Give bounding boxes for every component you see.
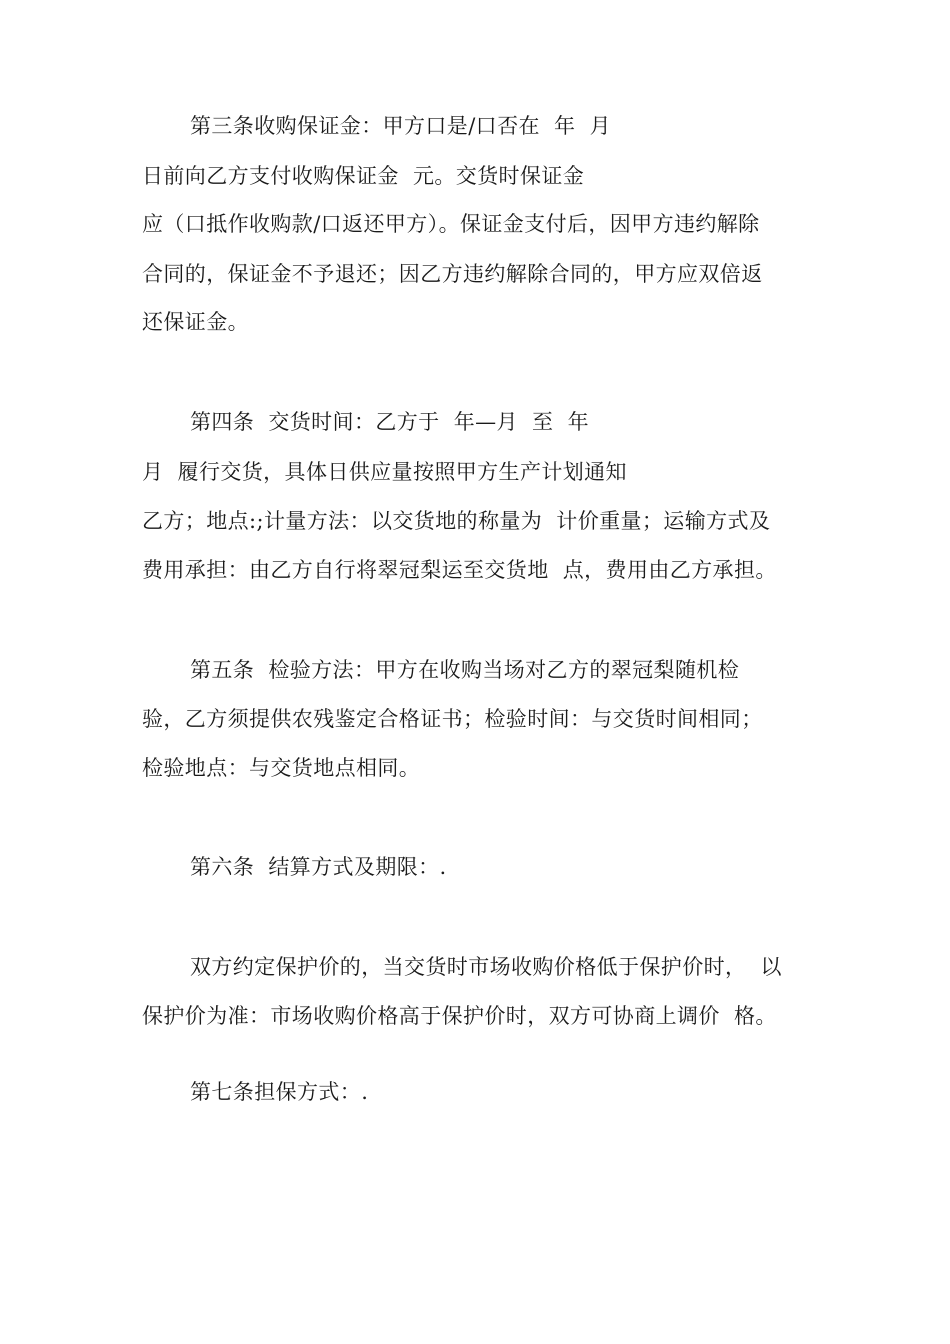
protection-line-1: 双方约定保护价的，当交货时市场收购价格低于保护价时， 以 [190, 955, 782, 979]
article4-line-4: 费用承担：由乙方自行将翠冠梨运至交货地 点，费用由乙方承担。 [142, 558, 777, 582]
article3-line-1: 第三条收购保证金：甲方口是/口否在 年 月 [190, 114, 611, 138]
article4-line-1: 第四条 交货时间：乙方于 年—月 至 年 [190, 410, 590, 434]
article6-line-1: 第六条 结算方式及期限：. [190, 855, 447, 879]
article4-line-2: 月 履行交货，具体日供应量按照甲方生产计划通知 [142, 460, 627, 484]
article3-line-3: 应（口抵作收购款/口返还甲方）。保证金支付后，因甲方违约解除 [142, 212, 760, 236]
article5-line-3: 检验地点：与交货地点相同。 [142, 756, 421, 780]
protection-line-2: 保护价为准：市场收购价格高于保护价时，双方可协商上调价 格。 [142, 1004, 777, 1028]
article3-line-2: 日前向乙方支付收购保证金 元。交货时保证金 [142, 164, 585, 188]
article5-line-2: 验，乙方须提供农残鉴定合格证书；检验时间：与交货时间相同； [142, 707, 763, 731]
article3-line-4: 合同的，保证金不予退还；因乙方违约解除合同的，甲方应双倍返 [142, 262, 763, 286]
article7-line-1: 第七条担保方式：. [190, 1080, 369, 1104]
article5-line-1: 第五条 检验方法：甲方在收购当场对乙方的翠冠梨随机检 [190, 658, 740, 682]
article3-line-5: 还保证金。 [142, 310, 249, 334]
article4-line-3: 乙方；地点:;计量方法：以交货地的称量为 计价重量；运输方式及 [142, 509, 771, 533]
